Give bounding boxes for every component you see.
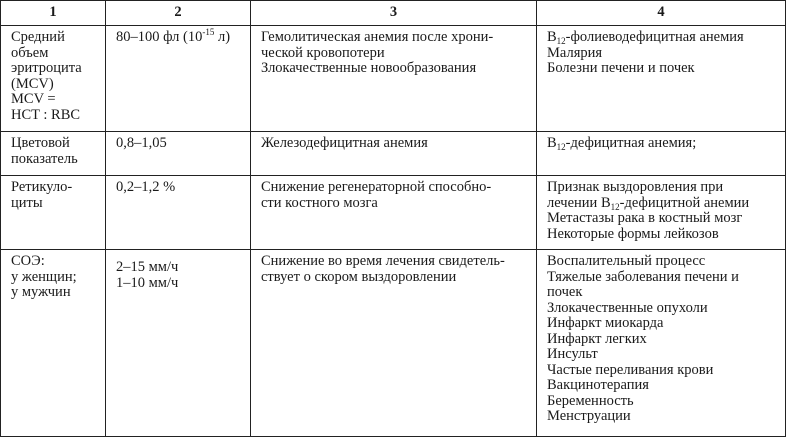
indicator-line: MCV =	[11, 91, 56, 107]
decrease-line: Злокачественные новообразования	[261, 60, 477, 76]
increase-line: Вакцинотерапия	[547, 377, 649, 393]
increase-cell	[537, 26, 786, 132]
increase-line: Инсульт	[547, 346, 598, 362]
norm-text: 80–100 фл (10	[116, 29, 203, 45]
indicator-line: HCT : RBC	[11, 106, 81, 123]
decrease-line: сти костного мозга	[261, 194, 378, 211]
increase-cell	[537, 176, 786, 250]
indicator-cell	[1, 132, 106, 176]
table-row-reticulocytes	[1, 176, 786, 250]
decrease-line: Снижение во время лечения свидетель-	[261, 253, 505, 269]
header-col-1: 1	[1, 1, 106, 26]
increase-line: Малярия	[547, 44, 603, 61]
increase-text: -дефицитная анемия;	[565, 135, 697, 151]
increase-line: Некоторые формы лейкозов	[547, 225, 719, 242]
indicator-cell	[1, 176, 106, 250]
decrease-line: Снижение регенераторной способно-	[261, 179, 492, 195]
increase-line: Частые переливания крови	[547, 361, 714, 378]
increase-line: Тяжелые заболевания печени и	[547, 268, 739, 285]
decrease-cell	[251, 176, 537, 250]
indicator-line: Средний	[11, 29, 65, 45]
norm-value	[116, 27, 240, 46]
subscript: 12	[610, 201, 620, 212]
decrease-line: ствует о скором выздоровлении	[261, 268, 457, 285]
header-row	[1, 1, 786, 26]
table-row-color-index	[1, 132, 786, 176]
indicator-line: у женщин;	[11, 268, 77, 285]
increase-text: B	[547, 29, 557, 45]
increase-line	[547, 30, 775, 46]
decrease-line: ческой кровопотери	[261, 44, 385, 61]
increase-text: -дефицитной анемии	[619, 194, 750, 211]
indicator-line: Ретикуло-	[11, 179, 73, 195]
decrease-cell	[251, 250, 537, 437]
indicator-line: Цветовой	[11, 135, 70, 151]
norm-cell	[106, 26, 251, 132]
increase-line: Инфаркт миокарда	[547, 315, 664, 331]
norm-cell	[106, 132, 251, 176]
norm-value: 0,2–1,2 %	[116, 179, 176, 195]
increase-line	[547, 196, 775, 212]
header-col-3: 3	[251, 1, 537, 26]
increase-line: Метастазы рака в костный мозг	[547, 210, 743, 226]
indicator-line: у мужчин	[11, 284, 71, 300]
table-row-esr	[1, 250, 786, 437]
increase-cell	[537, 250, 786, 437]
increase-text: B	[547, 135, 557, 151]
norm-cell	[106, 250, 251, 437]
decrease-cell	[251, 26, 537, 132]
indicator-line: (MCV)	[11, 75, 54, 92]
increase-text: -фолиеводефицитная анемия	[565, 29, 744, 45]
header-col-4: 4	[537, 1, 786, 26]
increase-line: Злокачественные опухоли	[547, 299, 708, 316]
norm-cell	[106, 176, 251, 250]
subscript: 12	[556, 142, 566, 152]
norm-value-women: 2–15 мм/ч	[116, 259, 179, 275]
indicator-cell	[1, 250, 106, 437]
increase-line: Воспалительный процесс	[547, 253, 706, 269]
decrease-cell	[251, 132, 537, 176]
increase-line: Менструации	[547, 408, 631, 424]
decrease-line: Гемолитическая анемия после хрони-	[261, 29, 494, 45]
increase-line: Болезни печени и почек	[547, 60, 695, 76]
norm-value-men: 1–10 мм/ч	[116, 274, 179, 291]
indicator-cell	[1, 26, 106, 132]
indicator-line: показатель	[11, 150, 78, 167]
increase-line: Инфаркт легких	[547, 330, 647, 347]
table-row-mcv	[1, 26, 786, 132]
decrease-line: Железодефицитная анемия	[261, 135, 428, 151]
increase-line: Признак выздоровления при	[547, 179, 724, 195]
increase-line	[547, 136, 775, 152]
increase-line: Беременность	[547, 392, 634, 409]
indicator-line: СОЭ:	[11, 253, 45, 269]
increase-cell	[537, 132, 786, 176]
norm-value: 0,8–1,05	[116, 135, 167, 151]
header-col-2: 2	[106, 1, 251, 26]
indicator-line: циты	[11, 194, 43, 211]
indicator-line: эритроцита	[11, 60, 82, 76]
norm-exponent: -15	[202, 27, 215, 37]
norm-unit: л)	[214, 29, 231, 45]
increase-line: почек	[547, 284, 583, 300]
indicator-line: объем	[11, 44, 49, 61]
subscript: 12	[556, 36, 566, 46]
increase-text: лечении B	[547, 194, 611, 211]
